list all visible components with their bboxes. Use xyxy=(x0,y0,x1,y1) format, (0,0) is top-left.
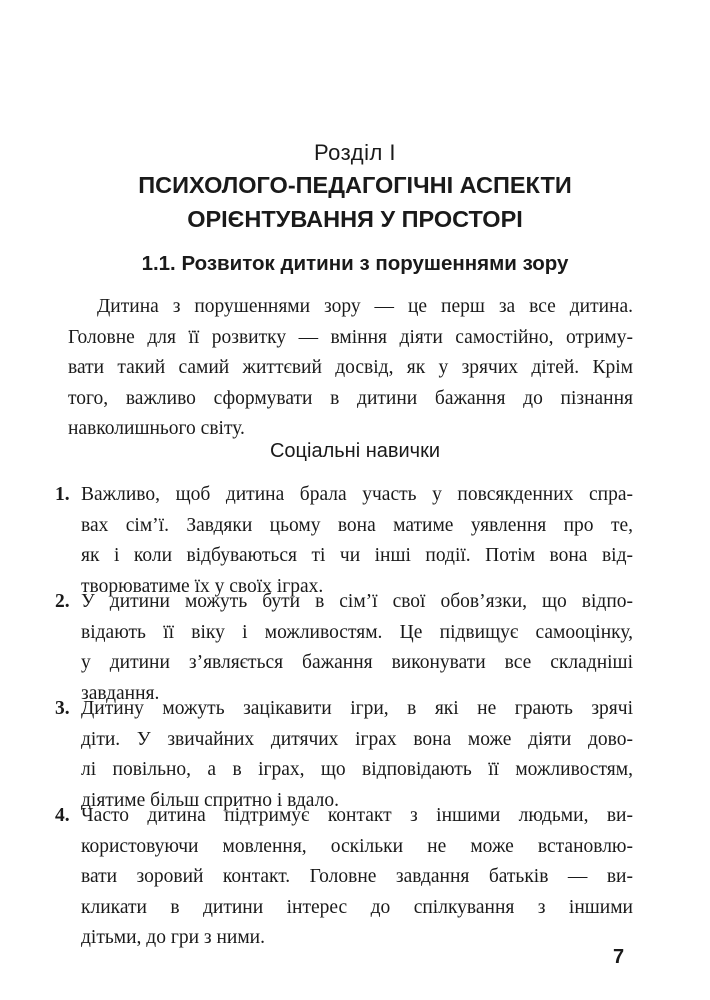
subsection-title: 1.1. Розвиток дитини з порушеннями зору xyxy=(141,252,569,275)
list-item-number: 3. xyxy=(55,698,70,719)
intro-line: Дитина з порушеннями зору — це перш за все дитина. xyxy=(97,296,633,317)
list-item-text xyxy=(81,480,633,602)
list-item-line: Важливо, щоб дитина брала участь у повсякденних спра- xyxy=(81,484,633,505)
intro-line: того, важливо сформувати в дитини бажання до пізнання xyxy=(68,387,633,409)
subheading-social-skills: Соціальні навички xyxy=(269,440,441,462)
list-item-number: 1. xyxy=(55,484,70,505)
list-item-number: 2. xyxy=(55,591,70,612)
list-item-line: відають її віку і можливостям. Це підвищує самооцінку, xyxy=(81,621,633,643)
list-item-line: У дитини можуть бути в сім’ї свої обов’язки, що відпо- xyxy=(81,591,633,612)
list-item-line: користовуючи мовлення, оскільки не може встановлю- xyxy=(81,835,633,857)
list-item-text xyxy=(81,694,633,816)
list-item-number: 4. xyxy=(55,805,70,826)
intro-line: навколишнього світу. xyxy=(68,418,245,439)
list-item-line: вах сім’ї. Завдяки цьому вона матиме уявлення про те, xyxy=(81,514,633,536)
list-item-line: як і коли відбуваються ті чи інші події. Потім вона від- xyxy=(81,545,633,566)
list-item-line: творюватиме їх у своїх іграх. xyxy=(81,575,324,597)
section-label: Розділ І xyxy=(313,140,397,165)
section-title xyxy=(0,168,710,236)
intro-paragraph xyxy=(68,292,633,445)
intro-line: Головне для її розвитку — вміння діяти самостійно, отриму- xyxy=(68,326,633,348)
section-title-line: ПСИХОЛОГО-ПЕДАГОГІЧНІ АСПЕКТИ xyxy=(138,172,572,198)
list-item-line: діти. У звичайних дитячих іграх вона може діяти дово- xyxy=(81,728,633,750)
list-item-text xyxy=(81,587,633,709)
list-item-line: дітьми, до гри з ними. xyxy=(81,927,265,948)
page-number: 7 xyxy=(613,946,625,968)
list-item-line: діятиме більш спритно і вдало. xyxy=(81,789,339,811)
section-title-line: ОРІЄНТУВАННЯ У ПРОСТОРІ xyxy=(187,206,523,232)
list-item-line: лі повільно, а в іграх, що відповідають її можливостям, xyxy=(81,759,633,780)
list-item-line: кликати в дитини інтерес до спілкування з іншими xyxy=(81,896,633,918)
list-item-text xyxy=(81,801,633,954)
intro-line: вати такий самий життєвий досвід, як у зрячих дітей. Крім xyxy=(68,357,633,378)
list-item-line: Часто дитина підтримує контакт з іншими людьми, ви- xyxy=(81,805,633,826)
list-item-line: Дитину можуть зацікавити ігри, в які не грають зрячі xyxy=(81,698,633,719)
list-item-line: у дитини з’являється бажання виконувати все складніші xyxy=(81,652,633,673)
list-item-line: вати зоровий контакт. Головне завдання батьків — ви- xyxy=(81,866,633,887)
list-item-line: завдання. xyxy=(81,682,160,704)
